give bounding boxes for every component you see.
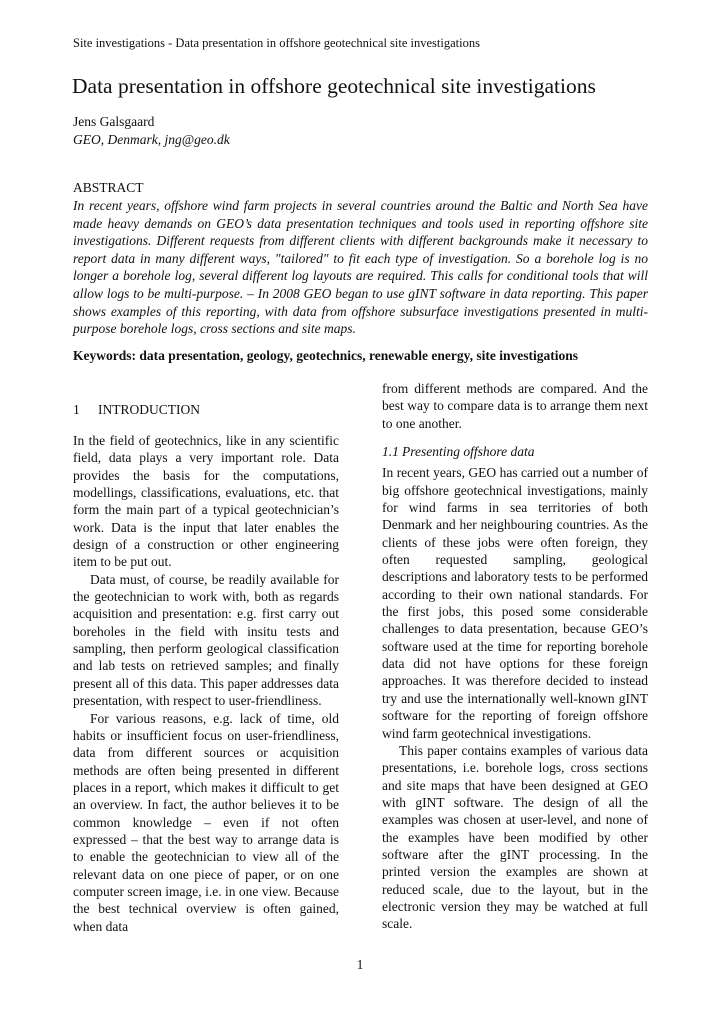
section-number: 1 [73, 402, 80, 417]
paragraph: For various reasons, e.g. lack of time, old habits or insufficient focus on user-friendliness, data from different sources or acquisition methods are often being presented in different places in a report, which makes it difficult to get an overview. In fact, the author believes it to be common knowledge – even if not often expressed – that the best way to arrange data is to enable the geotechnician to view all of the relevant data on one piece of paper, or on one computer screen image, i.e. in one view. Because the best technical overview is often gained, when data [73, 710, 339, 934]
left-column [73, 432, 339, 935]
paragraph: In the field of geotechnics, like in any scientific field, data plays a very important role. Data provides the basis for the computations, modellings, classifications, evaluations, etc. that form the main part of a typical geotechnician’s work. Data is the input that later enables the design of a construction or other engineering item to be put out. [73, 433, 339, 570]
subsection-title: Presenting offshore data [402, 444, 535, 459]
subsection-heading [382, 443, 648, 460]
page-number: 1 [356, 957, 364, 972]
paragraph: In recent years, GEO has carried out a number of big offshore geotechnical investigations, mainly for wind farms in sea territories of both Denmark and her neighbouring countries. As the clients of these jobs were often foreign, they often requested sampling, geological descriptions and laboratory tests to be performed according to their own national standards. For the first jobs, this posed some considerable challenges to data presentation, because GEO’s software used at the time for reporting borehole data did not have options for these foreign approaches. It was therefore decided to instead try and use the internationally well-known gINT software for the reporting of foreign offshore wind farm geotechnical investigations. [382, 465, 648, 741]
section-title: INTRODUCTION [98, 402, 200, 417]
right-column [382, 443, 648, 933]
paragraph-continued: from different methods are compared. And the best way to compare data is to arrange them next to one another. [382, 381, 648, 431]
author-affiliation: GEO, Denmark, jng@geo.dk [73, 132, 230, 147]
author-name: Jens Galsgaard [73, 114, 155, 129]
abstract-label: ABSTRACT [73, 180, 144, 195]
abstract-text: In recent years, offshore wind farm projects in several countries around the Baltic and North Sea have made heavy demands on GEO’s data presentation techniques and tools used in reporting offshore site investigations. Different requests from different clients with different backgrounds make it necessary to report data in many different ways, "tailored" to fit each type of investigation. So a borehole log is no longer a borehole log, several different log layouts are required. This calls for conditional tools that will allow logs to be multi-purpose. – In 2008 GEO began to use gINT software in data reporting. This paper shows examples of this reporting, with data from offshore subsurface investigations presented in multi-purpose borehole logs, cross sections and site maps. [73, 198, 648, 337]
paper-title: Data presentation in offshore geotechnical site investigations [72, 74, 596, 98]
keywords: Keywords: data presentation, geology, geotechnics, renewable energy, site investigations [73, 348, 578, 363]
section-heading [73, 402, 200, 418]
running-header: Site investigations - Data presentation in offshore geotechnical site investigations [73, 36, 480, 50]
paragraph: Data must, of course, be readily available for the geotechnician to work with, both as regards acquisition and presentation: e.g. first carry out boreholes in the field with insitu tests and sampling, then perform geological classification and lab tests on retrieved samples; and finally present all of this data. This paper addresses data presentation, with respect to user-friendliness. [73, 571, 339, 709]
subsection-number: 1.1 [382, 444, 399, 459]
paragraph: This paper contains examples of various data presentations, i.e. borehole logs, cross sections and site maps that have been designed at GEO with gINT software. The design of all the examples was chosen at user-level, and none of the examples have been modified by other software after the gINT processing. In the printed version the examples are shown at reduced scale, due to the layout, but in the electronic version they may be watched at full scale. [382, 742, 648, 932]
